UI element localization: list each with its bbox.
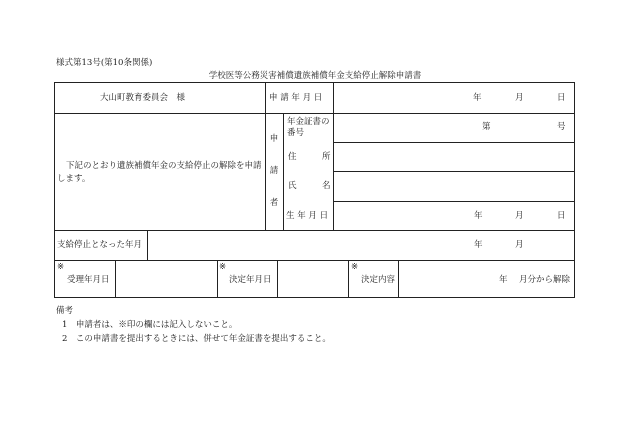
notes-heading: 備考 (56, 306, 74, 316)
column-divider (333, 113, 334, 230)
applicant-label-char: 申 (269, 134, 279, 144)
office-use-mark: ※ (351, 262, 359, 272)
application-date-month: 月 (515, 93, 524, 103)
form-title: 学校医等公務災害補償遺族補償年金支給停止解除申請書 (208, 71, 422, 81)
name-label-1: 氏 (288, 181, 297, 191)
column-divider (283, 113, 284, 230)
addressee: 大山町教育委員会 様 (100, 93, 186, 103)
note-item: 1 申請者は、※印の欄には記入しないこと。 (62, 320, 238, 330)
office-use-mark: ※ (219, 262, 227, 272)
applicant-label-char: 者 (269, 198, 279, 208)
application-form-table (54, 82, 575, 298)
note-item: 2 この申請書を提出するときには、併せて年金証書を提出すること。 (62, 334, 331, 344)
stop-date-year: 年 (474, 240, 483, 250)
column-divider (217, 260, 218, 298)
row-divider (333, 142, 574, 143)
column-divider (277, 260, 278, 298)
birth-date-month: 月 (515, 211, 524, 221)
column-divider (333, 83, 334, 113)
row-divider (333, 171, 574, 172)
certificate-number-dai: 第 (482, 122, 491, 132)
birth-date-year: 年 (474, 211, 483, 221)
birth-date-day: 日 (557, 211, 566, 221)
request-text-line2: します。 (57, 174, 91, 184)
certificate-number-label-1: 年金証書の (287, 117, 330, 127)
decision-content-label: 決定内容 (361, 275, 396, 285)
certificate-number-label-2: 番号 (287, 128, 305, 138)
column-divider (398, 260, 399, 298)
received-date-label: 受理年月日 (67, 275, 110, 285)
column-divider (147, 230, 148, 260)
application-date-label: 申 請 年 月 日 (269, 93, 323, 103)
address-label-2: 所 (322, 152, 331, 162)
column-divider (348, 260, 349, 298)
certificate-number-go: 号 (557, 122, 566, 132)
decision-month-text: 月分から解除 (519, 275, 571, 285)
form-number: 様式第13号(第10条関係) (56, 58, 153, 68)
decision-year: 年 (499, 275, 508, 285)
stop-date-month: 月 (515, 240, 524, 250)
birth-date-label: 生 年 月 日 (286, 211, 329, 221)
office-use-mark: ※ (57, 262, 65, 272)
application-date-year: 年 (473, 93, 482, 103)
column-divider (115, 260, 116, 298)
decision-date-label: 決定年月日 (229, 275, 272, 285)
request-text-line1: 下記のとおり遺族補償年金の支給停止の解除を申請 (66, 161, 262, 171)
row-divider (55, 230, 574, 231)
application-date-day: 日 (557, 93, 566, 103)
column-divider (265, 83, 266, 113)
applicant-label-char: 請 (269, 166, 279, 176)
row-divider (333, 201, 574, 202)
address-label-1: 住 (288, 152, 297, 162)
name-label-2: 名 (322, 181, 331, 191)
stop-date-label: 支給停止となった年月 (57, 240, 143, 250)
row-divider (55, 260, 574, 261)
row-divider (55, 113, 574, 114)
